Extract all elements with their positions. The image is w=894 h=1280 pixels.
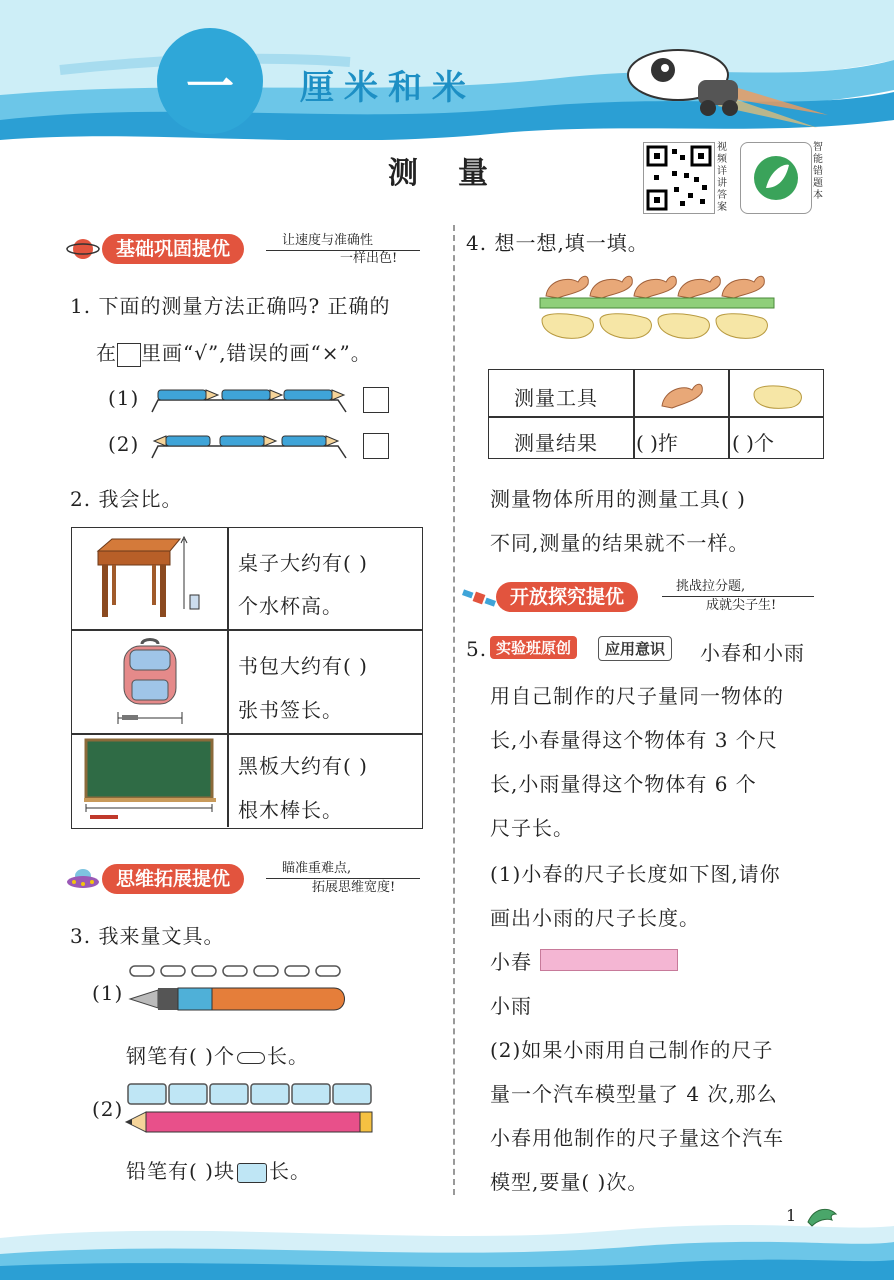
q2-row1-line2: 个水杯高。 <box>238 594 343 618</box>
lesson-title: 测量 <box>388 156 528 191</box>
q1-answer-box-1[interactable] <box>363 387 389 413</box>
q5-sub1-line2: 画出小雨的尺子长度。 <box>490 906 700 930</box>
unit-number: 一 <box>185 59 234 115</box>
q2-row3-line2: 根木棒长。 <box>238 798 343 822</box>
q5-number: 5. <box>466 637 488 661</box>
q2-title: 2. 我会比。 <box>70 487 183 511</box>
q2-row2-line2: 张书签长。 <box>238 698 343 722</box>
slogan-underline <box>662 596 814 597</box>
q1-option-2-label: (2) <box>108 432 140 456</box>
q5-line-4: 尺子长。 <box>490 816 574 840</box>
q2-row2-line1: 书包大约有( ) <box>238 654 368 678</box>
q5-sub2-line1: (2)如果小雨用自己制作的尺子 <box>490 1038 774 1062</box>
q4-result-foot[interactable]: ( )个 <box>732 431 774 455</box>
q3-option-1-label: (1) <box>92 981 124 1005</box>
q5-sub2-line3: 小春用他制作的尺子量这个汽车 <box>490 1126 784 1150</box>
pencil-with-erasers-illustration <box>124 1080 378 1136</box>
q3-pen-answer <box>126 1040 309 1069</box>
q5-tag-original: 实验班原创 <box>490 636 577 659</box>
q4-table-vline-2 <box>728 370 730 458</box>
video-qr-code[interactable] <box>643 142 715 214</box>
q3-pencil-text: 铅笔有( )块 <box>126 1159 235 1183</box>
slogan-underline <box>266 250 420 251</box>
q5-label-chun: 小春 <box>490 950 532 974</box>
pen-with-clips-illustration <box>124 962 354 1022</box>
footer-wave <box>0 1208 894 1280</box>
section-slogan-open-1: 挑战拉分题, <box>676 579 746 594</box>
q3-pencil-suffix: 长。 <box>268 1159 311 1183</box>
leaf-logo-icon <box>741 143 811 213</box>
section-slogan-open-2: 成就尖子生! <box>706 598 777 613</box>
video-qr-label: 视频详讲答案 <box>717 142 727 213</box>
q5-tag-application: 应用意识 <box>598 636 672 661</box>
hand-span-and-footprint-ruler <box>538 268 778 352</box>
paperclip-unit-icon <box>237 1052 265 1064</box>
q1-option-2-pencils <box>148 430 350 460</box>
section-slogan-basic-2: 一样出色! <box>340 251 398 266</box>
section-slogan-thinking-1: 瞄准重难点, <box>282 861 352 876</box>
hand-span-icon <box>658 378 704 410</box>
q4-table-hline <box>489 416 823 418</box>
q4-row2-label: 测量结果 <box>514 431 598 455</box>
section-title-basic: 基础巩固提优 <box>102 234 244 264</box>
page-number: 1 <box>786 1206 797 1225</box>
xiaoyu-ruler-drawing-area[interactable] <box>540 990 820 1016</box>
q3-title: 3. 我来量文具。 <box>70 924 225 948</box>
q5-sub2-line4: 模型,要量( )次。 <box>490 1170 649 1194</box>
q1-line1: 1. 下面的测量方法正确吗? 正确的 <box>70 294 391 318</box>
section-slogan-thinking-2: 拓展思维宽度! <box>312 880 396 895</box>
blackboard-illustration <box>82 738 218 822</box>
q5-sub2-line2: 量一个汽车模型量了 4 次,那么 <box>490 1082 778 1106</box>
q3-pencil-answer <box>126 1155 311 1184</box>
q3-option-2-label: (2) <box>92 1097 124 1121</box>
q4-result-span[interactable]: ( )拃 <box>636 431 678 455</box>
q2-table-vline <box>227 528 229 827</box>
q1-option-1-label: (1) <box>108 386 140 410</box>
robot-dog-illustration <box>618 40 833 130</box>
q4-table-vline-1 <box>633 370 635 458</box>
q4-text-line2: 不同,测量的结果就不一样。 <box>490 531 750 555</box>
q1-option-1-pencils <box>148 384 350 414</box>
q3-pen-text: 钢笔有( )个 <box>126 1044 235 1068</box>
q1-line2-pre: 在 <box>96 341 117 365</box>
q4-title: 4. 想一想,填一填。 <box>466 231 649 255</box>
column-divider <box>453 225 455 1195</box>
q2-table-hline-2 <box>72 733 422 735</box>
q1-line2 <box>96 337 372 367</box>
section-slogan-basic-1: 让速度与准确性 <box>282 233 374 248</box>
error-book-qr-code[interactable] <box>740 142 812 214</box>
q5-label-yu: 小雨 <box>490 994 532 1018</box>
q1-line2-post: 里画“√”,错误的画“×”。 <box>141 341 372 365</box>
q3-pen-suffix: 长。 <box>266 1044 309 1068</box>
q5-line-2: 长,小春量得这个物体有 3 个尺 <box>490 728 778 752</box>
xiaochun-ruler-bar <box>540 949 678 971</box>
q4-row1-label: 测量工具 <box>514 386 598 410</box>
slogan-underline <box>266 878 420 879</box>
error-book-qr-label: 智能错题本 <box>813 142 823 201</box>
q5-sub1-line1: (1)小春的尺子长度如下图,请你 <box>490 862 781 886</box>
desk-illustration <box>92 533 212 623</box>
q2-row1-line1: 桌子大约有( ) <box>238 551 368 575</box>
answer-box-sample <box>117 343 141 367</box>
footprint-icon <box>750 378 806 410</box>
satellite-icon <box>462 583 496 613</box>
unit-title: 厘米和米 <box>300 68 476 108</box>
q5-line-1: 用自己制作的尺子量同一物体的 <box>490 684 784 708</box>
ufo-icon <box>66 864 100 894</box>
q2-row3-line1: 黑板大约有( ) <box>238 754 368 778</box>
qr-code-icon <box>644 143 714 213</box>
section-title-open: 开放探究提优 <box>496 582 638 612</box>
eraser-unit-icon <box>237 1163 267 1183</box>
backpack-illustration <box>112 636 192 726</box>
section-title-thinking: 思维拓展提优 <box>102 864 244 894</box>
q5-intro: 小春和小雨 <box>700 641 805 665</box>
q1-answer-box-2[interactable] <box>363 433 389 459</box>
planet-icon <box>66 234 100 264</box>
q2-table-hline-1 <box>72 629 422 631</box>
q4-text-line1: 测量物体所用的测量工具( ) <box>490 487 746 511</box>
q5-line-3: 长,小雨量得这个物体有 6 个 <box>490 772 757 796</box>
